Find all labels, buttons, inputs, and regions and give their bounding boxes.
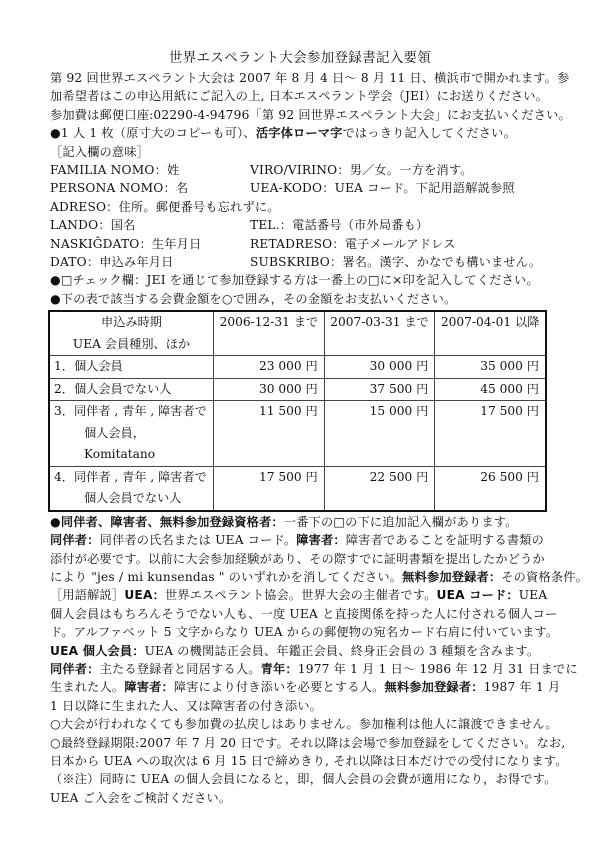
header-cell: 2007-04-01 以降 [435,311,546,356]
field-left: ADRESO：住所。郵便番号も忘れずに。 [50,199,280,214]
field-row [50,253,550,271]
category-label: 3．同伴者 , 青年 , 障害者で [54,404,207,419]
closing-line: 日本から UEA への取次は 6 月 15 日で締めきり, それ以降は日本だけでの受付になります。 [50,754,568,769]
note-prefix: ●1 人 1 枚（原寸大のコピーも可）、 [50,126,256,141]
para-line [50,660,578,678]
note-fee-table: ●下の表で該当する会費金額を○で囲み，その金額をお支払いください。 [50,291,457,306]
fee-cell: 35 000 円 [435,356,546,379]
term-companion: 同伴者： [50,533,100,548]
fee-cell: 45 000 円 [435,378,546,401]
def-text: 主たる登録者と同居する人。 [99,662,261,677]
closing-line: UEA ご入会をご検討ください。 [50,790,232,805]
def-text: UEA の機関誌正会員、年鑑正会員、終身正会員の 3 種類を含みます。 [144,643,540,658]
fee-cell: 11 500 円 [214,401,325,467]
para-line [50,568,588,586]
table-row [49,356,546,379]
category-label: 4．同伴者 , 青年 , 障害者で [54,469,207,484]
field-left: NASKIĜDATO：生年月日 [50,236,202,251]
def-text: により "jes / mi kunsendas " のいずれかを消してください。 [50,570,403,584]
fee-table [48,310,547,512]
def-text: 生まれた人。 [50,680,125,695]
fee-cell: 15 000 円 [324,401,435,467]
page-title: 世界エスペラント大会参加登録書記入要領 [168,50,432,66]
note-one-per-person [50,124,550,142]
para-line [50,678,561,696]
term-uea-code: UEA コード： [436,588,519,603]
field-row [50,179,550,197]
term-uea-member: UEA 個人会員： [50,643,145,658]
para-line: 1 日以降に生まれた人、又は障害者の付き添い。 [50,698,323,713]
field-row [50,198,550,216]
fee-cell: 37 500 円 [324,378,435,401]
intro-line: 参加費は郵便口座:02290-4-94796「第 92 回世界エスペラント大会」にお支払いください。 [50,107,571,122]
term-uea: UEA： [124,588,165,603]
fee-cell: 17 500 円 [214,466,325,511]
term-companion: 同伴者： [50,662,100,677]
field-left: FAMILIA NOMO：姓 [50,163,180,178]
field-left: DATO：申込み年月日 [50,255,174,270]
term-disabled: 障害者： [296,533,346,548]
def-text: 障害者であることを証明する書類の [345,533,544,548]
category-cell [49,466,214,511]
field-right: RETADRESO：電子メールアドレス [250,236,456,251]
glossary [50,586,578,715]
intro-line: 加希望者はこの申込用紙にご記入の上, 日本エスペラント学会（JEI）にお送りください。 [50,89,549,104]
closing-line: （※注）同時に UEA の個人会員になると，即，個人会員の会費が適用になり，お得です。 [50,772,557,787]
header-category-label: UEA 会員種別、ほか [72,336,191,351]
header-cell [49,311,214,356]
field-row [50,216,550,234]
para-line: 添付が必要です。以前に大会参加経験があり、その際すでに証明書類を提出したかどうか [50,551,545,566]
category-cell: 1．個人会員 [49,356,214,379]
note-text: 一番下の□の下に追加記入欄があります。 [283,514,518,529]
field-right: UEA-KODO：UEA コード。下記用語解説参照 [250,181,515,196]
glossary-heading: ［用語解説］ [50,588,125,603]
def-text: UEA [518,588,548,603]
companion-paragraph [50,531,588,586]
term-free-registrant: 無料参加登録者： [384,680,484,695]
note-extra-fields [50,513,550,531]
def-text: 1977 年 1 月 1 日～ 1986 年 12 月 31 日までに [297,662,578,677]
term-disabled: 障害者： [124,680,174,695]
registration-instructions-page [50,48,588,807]
para-line [50,642,550,660]
note-suffix: ではっきり記入してください。 [342,126,516,141]
def-text: 1987 年 1 月 [483,680,561,695]
category-cell [49,401,214,467]
closing-notes [50,715,568,807]
def-text: 同伴者の氏名または UEA コード。 [99,533,297,548]
para-line: ド。アルファベット 5 文字からなり UEA からの郵便物の宛名カード右肩に付いています。 [50,625,559,640]
note-bold: ●同伴者、障害者、無料参加登録資格者： [50,514,284,529]
category-label-cont: 個人会員でない人 [84,491,182,506]
fee-cell: 30 000 円 [214,378,325,401]
table-row [49,378,546,401]
fee-cell: 23 000 円 [214,356,325,379]
fee-cell: 26 500 円 [435,466,546,511]
field-row [50,235,550,253]
intro-paragraph [50,69,571,124]
fields-list [50,161,550,271]
field-right [280,198,550,216]
para-line: 個人会員はもちろんそうでない人も、一度 UEA と直接関係を持った人に付される個人コー [50,606,558,621]
closing-line: ○最終登録期限:2007 年 7 月 20 日です。それ以降は会場で参加登録をしてください。なお, [50,735,566,750]
term-free-registrant: 無料参加登録者： [402,570,502,584]
fields-heading: ［記入欄の意味］ [50,144,150,159]
para-line [50,586,550,604]
note-checkbox: ●□チェック欄：JEI を通じて参加登録する方は一番上の□に×印を記入してください。 [50,273,539,288]
field-left: LANDO：国名 [50,218,136,233]
table-row [49,401,546,467]
term-youth: 青年： [260,662,298,677]
fee-cell: 17 500 円 [435,401,546,467]
fee-cell: 30 000 円 [324,356,435,379]
field-right: SUBSKRIBO：署名。漢字、かなでも構いません。 [250,255,542,270]
category-label-cont: 個人会員，Komitatano [84,425,156,462]
closing-line: ○大会が行われなくても参加費の払戻しはありません。参加権利は他人に譲渡できません。 [50,717,558,732]
header-period-label: 申込み時期 [101,315,162,330]
field-right: TEL.：電話番号（市外局番も） [250,218,429,233]
header-cell: 2007-03-31 まで [324,311,435,356]
header-cell: 2006-12-31 まで [214,311,325,356]
field-row [50,161,550,179]
fee-cell: 22 500 円 [324,466,435,511]
note-bold: 活字体ローマ字 [255,126,343,141]
category-cell: 2．個人会員でない人 [49,378,214,401]
para-line [50,531,550,549]
fee-table-header-row [49,311,546,356]
field-right: VIRO/VIRINO：男／女。一方を消す。 [250,163,473,178]
table-row [49,466,546,511]
def-text: 障害により付き添いを必要とする人。 [173,680,385,695]
field-left: PERSONA NOMO：名 [50,181,189,196]
def-text: その資格条件。 [501,570,588,584]
intro-line: 第 92 回世界エスペラント大会は 2007 年 8 月 4 日～ 8 月 11 日、横浜市で開かれます。参 [50,71,570,85]
def-text: 世界エスペラント協会。世界大会の主催者です。 [164,588,437,603]
